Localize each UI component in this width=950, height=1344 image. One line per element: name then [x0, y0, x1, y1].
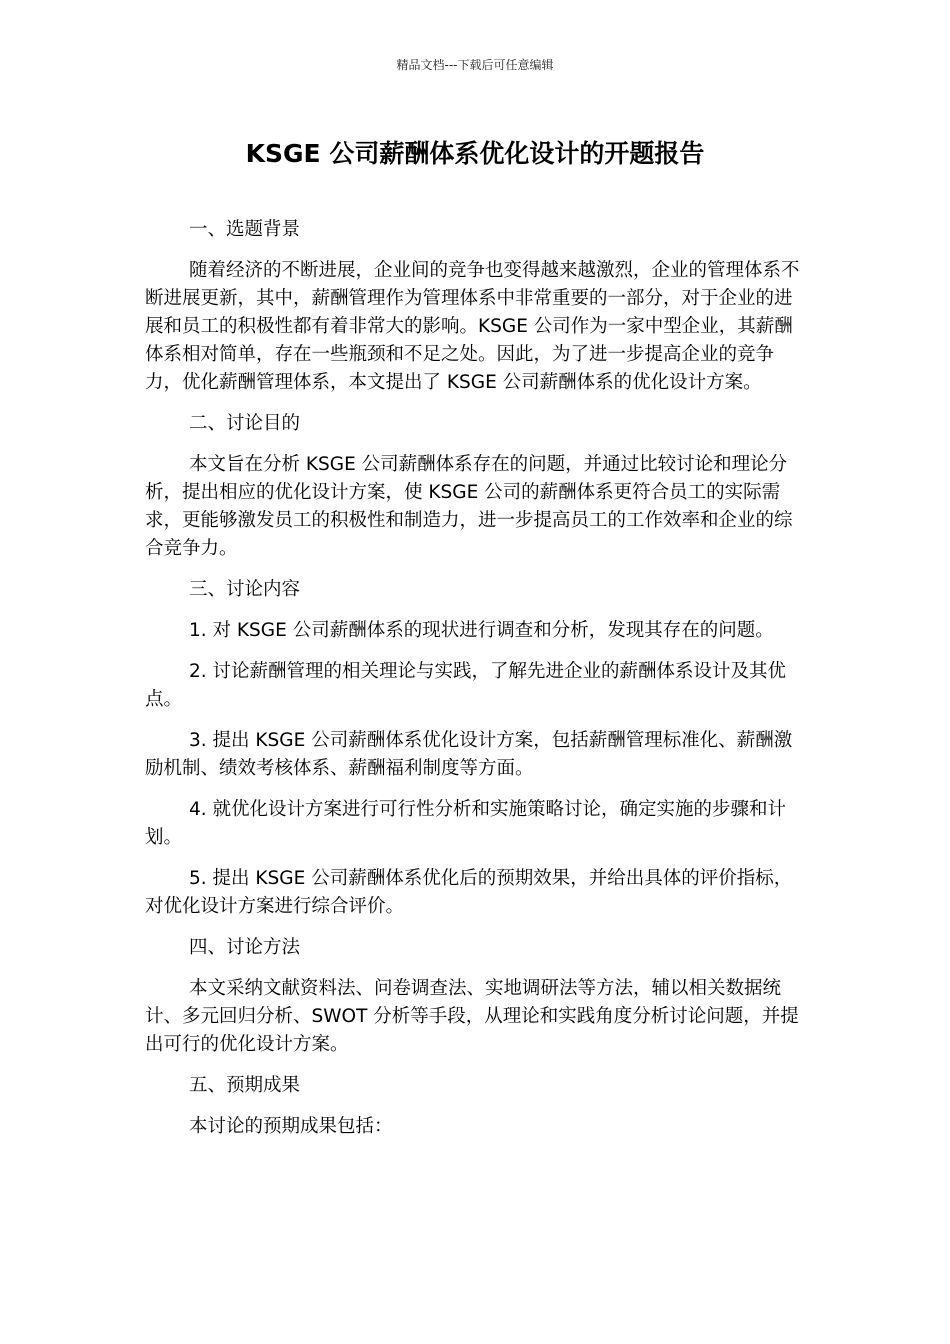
- section-heading-content: 三、讨论内容: [189, 579, 301, 600]
- section-heading-purpose: 二、讨论目的: [189, 413, 301, 434]
- paragraph-results-intro: 本讨论的预期成果包括：: [189, 1116, 393, 1137]
- paragraph-method: 本文采纳文献资料法、问卷调查法、实地调研法等方法，辅以相关数据统计、多元回归分析、SWOT 分析等手段，从理论和实践角度分析讨论问题，并提出可行的优化设计方案。: [145, 978, 799, 1055]
- section-heading-background: 一、选题背景: [189, 219, 301, 240]
- document-body: [145, 216, 810, 1154]
- paragraph-background: 随着经济的不断进展，企业间的竞争也变得越来越激烈，企业的管理体系不断进展更新，其中，薪酬管理作为管理体系中非常重要的一部分，对于企业的进展和员工的积极性都有着非常大的影响。KSGE 公司作为一家中型企业，其薪酬体系相对简单，存在一些瓶颈和不足之处。因此，为了进一步提高企业的竞争力，优化薪酬管理体系，本文提出了 KSGE 公司薪酬体系的优化设计方案。: [145, 260, 800, 393]
- paragraph-purpose: 本文旨在分析 KSGE 公司薪酬体系存在的问题，并通过比较讨论和理论分析，提出相应的优化设计方案，使 KSGE 公司的薪酬体系更符合员工的实际需求，更能够激发员工的积极性和制造力，进一步提高员工的工作效率和企业的综合竞争力。: [145, 454, 793, 559]
- section-heading-method: 四、讨论方法: [189, 937, 301, 958]
- page-header: 精品文档---下载后可任意编辑: [396, 58, 554, 72]
- list-item-2: 2. 讨论薪酬管理的相关理论与实践，了解先进企业的薪酬体系设计及其优点。: [145, 661, 787, 710]
- list-item-4: 4. 就优化设计方案进行可行性分析和实施策略讨论，确定实施的步骤和计划。: [145, 799, 787, 848]
- section-heading-results: 五、预期成果: [189, 1075, 301, 1096]
- list-item-3: 3. 提出 KSGE 公司薪酬体系优化设计方案，包括薪酬管理标准化、薪酬激励机制、绩效考核体系、薪酬福利制度等方面。: [145, 730, 793, 779]
- document-title: KSGE 公司薪酬体系优化设计的开题报告: [245, 139, 705, 168]
- list-item-1: 1. 对 KSGE 公司薪酬体系的现状进行调查和分析，发现其存在的问题。: [189, 620, 774, 641]
- list-item-5: 5. 提出 KSGE 公司薪酬体系优化后的预期效果，并给出具体的评价指标，对优化设计方案进行综合评价。: [145, 868, 793, 917]
